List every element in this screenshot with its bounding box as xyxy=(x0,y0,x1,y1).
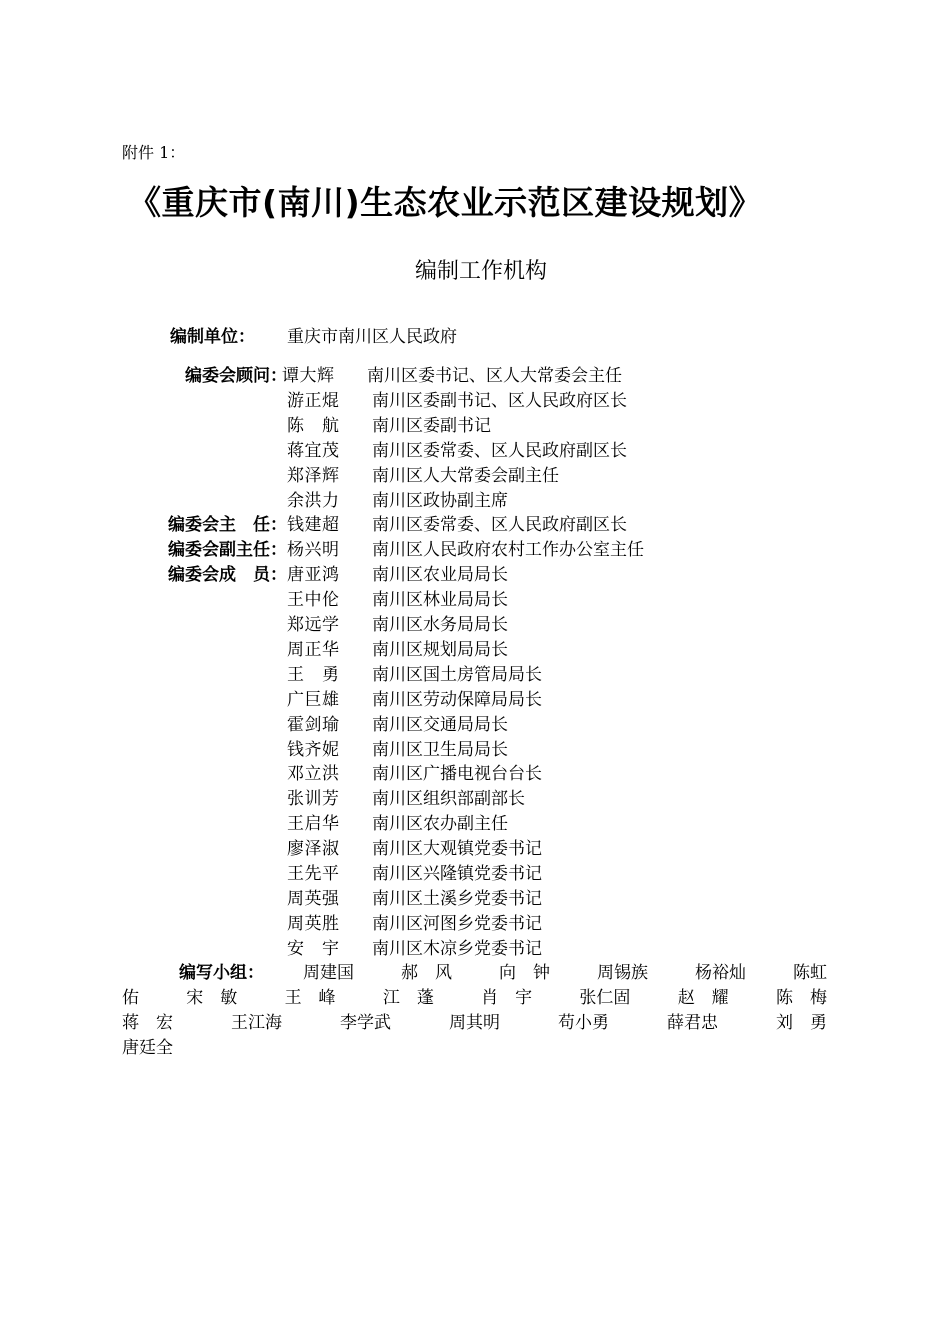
committee-member-title: 南川区林业局局长 xyxy=(372,590,508,611)
committee-member-title: 南川区河图乡党委书记 xyxy=(372,913,542,934)
committee-member-name: 周英强 xyxy=(287,888,340,909)
committee-member-title: 南川区木凉乡党委书记 xyxy=(372,938,542,959)
committee-member-name: 张训芳 xyxy=(287,789,340,810)
committee-member-title: 南川区广播电视台台长 xyxy=(372,764,542,785)
committee-member-title: 南川区农业局局长 xyxy=(372,565,508,586)
committee-member-name: 王启华 xyxy=(287,814,340,835)
writer-name: 江 蓬 xyxy=(382,988,434,1008)
writer-name: 刘 勇 xyxy=(776,1013,827,1033)
committee-member-title: 南川区交通局局长 xyxy=(372,714,508,735)
writer-name: 向 钟 xyxy=(499,963,550,983)
committee-member-title: 南川区卫生局局长 xyxy=(372,739,508,760)
document-subtitle: 编制工作机构 xyxy=(415,259,548,284)
committee-member-title: 南川区委副书记、区人民政府区长 xyxy=(372,390,627,411)
writer-name: 宋 敏 xyxy=(186,988,238,1008)
committee-member-name: 王中伦 xyxy=(287,590,340,611)
writer-name: 王 峰 xyxy=(284,988,336,1008)
committee-member-name: 游正焜 xyxy=(287,390,340,411)
unit-value: 重庆市南川区人民政府 xyxy=(287,327,457,347)
writer-name: 赵 耀 xyxy=(677,988,729,1008)
committee-member-name: 王先平 xyxy=(287,864,340,884)
committee-member-name: 余洪力 xyxy=(287,490,340,511)
committee-member-name: 蒋宜茂 xyxy=(287,440,340,461)
writers-line-2 xyxy=(122,983,827,1008)
committee-member-name: 廖泽淑 xyxy=(287,839,340,860)
committee-member-title: 南川区国土房管局局长 xyxy=(372,664,542,685)
unit-label: 编制单位： xyxy=(170,327,255,347)
committee-role-label: 编委会副主任： xyxy=(168,540,287,561)
committee-member-title: 南川区组织部副部长 xyxy=(372,789,525,810)
document-title: 《重庆市(南川)生态农业示范区建设规划》 xyxy=(128,183,763,222)
committee-member-title: 南川区委书记、区人大常委会主任 xyxy=(367,366,622,386)
writers-line-4 xyxy=(122,1033,827,1058)
writer-name: 陈虹 xyxy=(793,963,827,983)
writer-name: 王江海 xyxy=(231,1013,282,1033)
committee-role-label: 编委会成 员： xyxy=(168,565,287,586)
committee-member-title: 南川区政协副主席 xyxy=(372,490,508,511)
committee-member-name: 周英胜 xyxy=(287,913,340,934)
committee-role-label: 编委会主 任： xyxy=(168,515,287,536)
writer-name: 薛君忠 xyxy=(667,1013,718,1033)
writers-line-3 xyxy=(122,1008,827,1033)
committee-member-name: 广巨雄 xyxy=(287,689,340,710)
writer-name: 李学武 xyxy=(340,1013,391,1033)
committee-member-name: 陈 航 xyxy=(287,415,340,436)
committee-member-name: 钱建超 xyxy=(287,515,340,536)
committee-member-name: 钱齐妮 xyxy=(287,739,340,760)
writer-name: 杨裕灿 xyxy=(695,963,746,983)
committee-member-title: 南川区大观镇党委书记 xyxy=(372,839,542,860)
committee-member-name: 谭大辉 xyxy=(282,366,335,386)
committee-member-title: 南川区规划局局长 xyxy=(372,639,508,660)
committee-member-title: 南川区水务局局长 xyxy=(372,615,508,635)
committee-member-name: 安 宇 xyxy=(287,938,340,959)
committee-member-title: 南川区兴隆镇党委书记 xyxy=(372,864,542,884)
writers-line-1 xyxy=(303,958,827,983)
writers-label: 编写小组： xyxy=(179,963,264,983)
writer-name: 张仁固 xyxy=(579,988,631,1008)
attachment-label: 附件 1： xyxy=(122,143,186,162)
writer-name: 郝 风 xyxy=(401,963,452,983)
committee-member-title: 南川区人大常委会副主任 xyxy=(372,465,559,486)
committee-member-title: 南川区委副书记 xyxy=(372,415,491,436)
writer-name: 周其明 xyxy=(449,1013,500,1033)
committee-member-title: 南川区委常委、区人民政府副区长 xyxy=(372,440,627,461)
committee-member-name: 霍剑瑜 xyxy=(287,714,340,735)
committee-member-name: 邓立洪 xyxy=(287,764,340,785)
committee-role-label: 编委会顾问： xyxy=(185,366,287,386)
committee-member-name: 郑远学 xyxy=(287,615,340,635)
committee-member-title: 南川区土溪乡党委书记 xyxy=(372,888,542,909)
committee-member-name: 郑泽辉 xyxy=(287,465,340,486)
writer-name: 陈 梅 xyxy=(775,988,827,1008)
committee-member-title: 南川区人民政府农村工作办公室主任 xyxy=(372,540,644,561)
committee-member-name: 王 勇 xyxy=(287,664,340,685)
committee-member-name: 周正华 xyxy=(287,639,340,660)
writer-name: 周建国 xyxy=(303,963,354,983)
writer-name: 肖 宇 xyxy=(481,988,533,1008)
writer-name: 蒋 宏 xyxy=(122,1013,173,1033)
committee-member-name: 杨兴明 xyxy=(287,540,340,561)
writer-name: 苟小勇 xyxy=(558,1013,609,1033)
writer-name: 周锡族 xyxy=(597,963,648,983)
writer-name: 佑 xyxy=(122,988,139,1008)
committee-member-title: 南川区农办副主任 xyxy=(372,814,508,835)
writer-name: 唐廷全 xyxy=(122,1038,173,1058)
committee-member-title: 南川区委常委、区人民政府副区长 xyxy=(372,515,627,536)
committee-member-name: 唐亚鸿 xyxy=(287,565,340,586)
committee-member-title: 南川区劳动保障局局长 xyxy=(372,689,542,710)
